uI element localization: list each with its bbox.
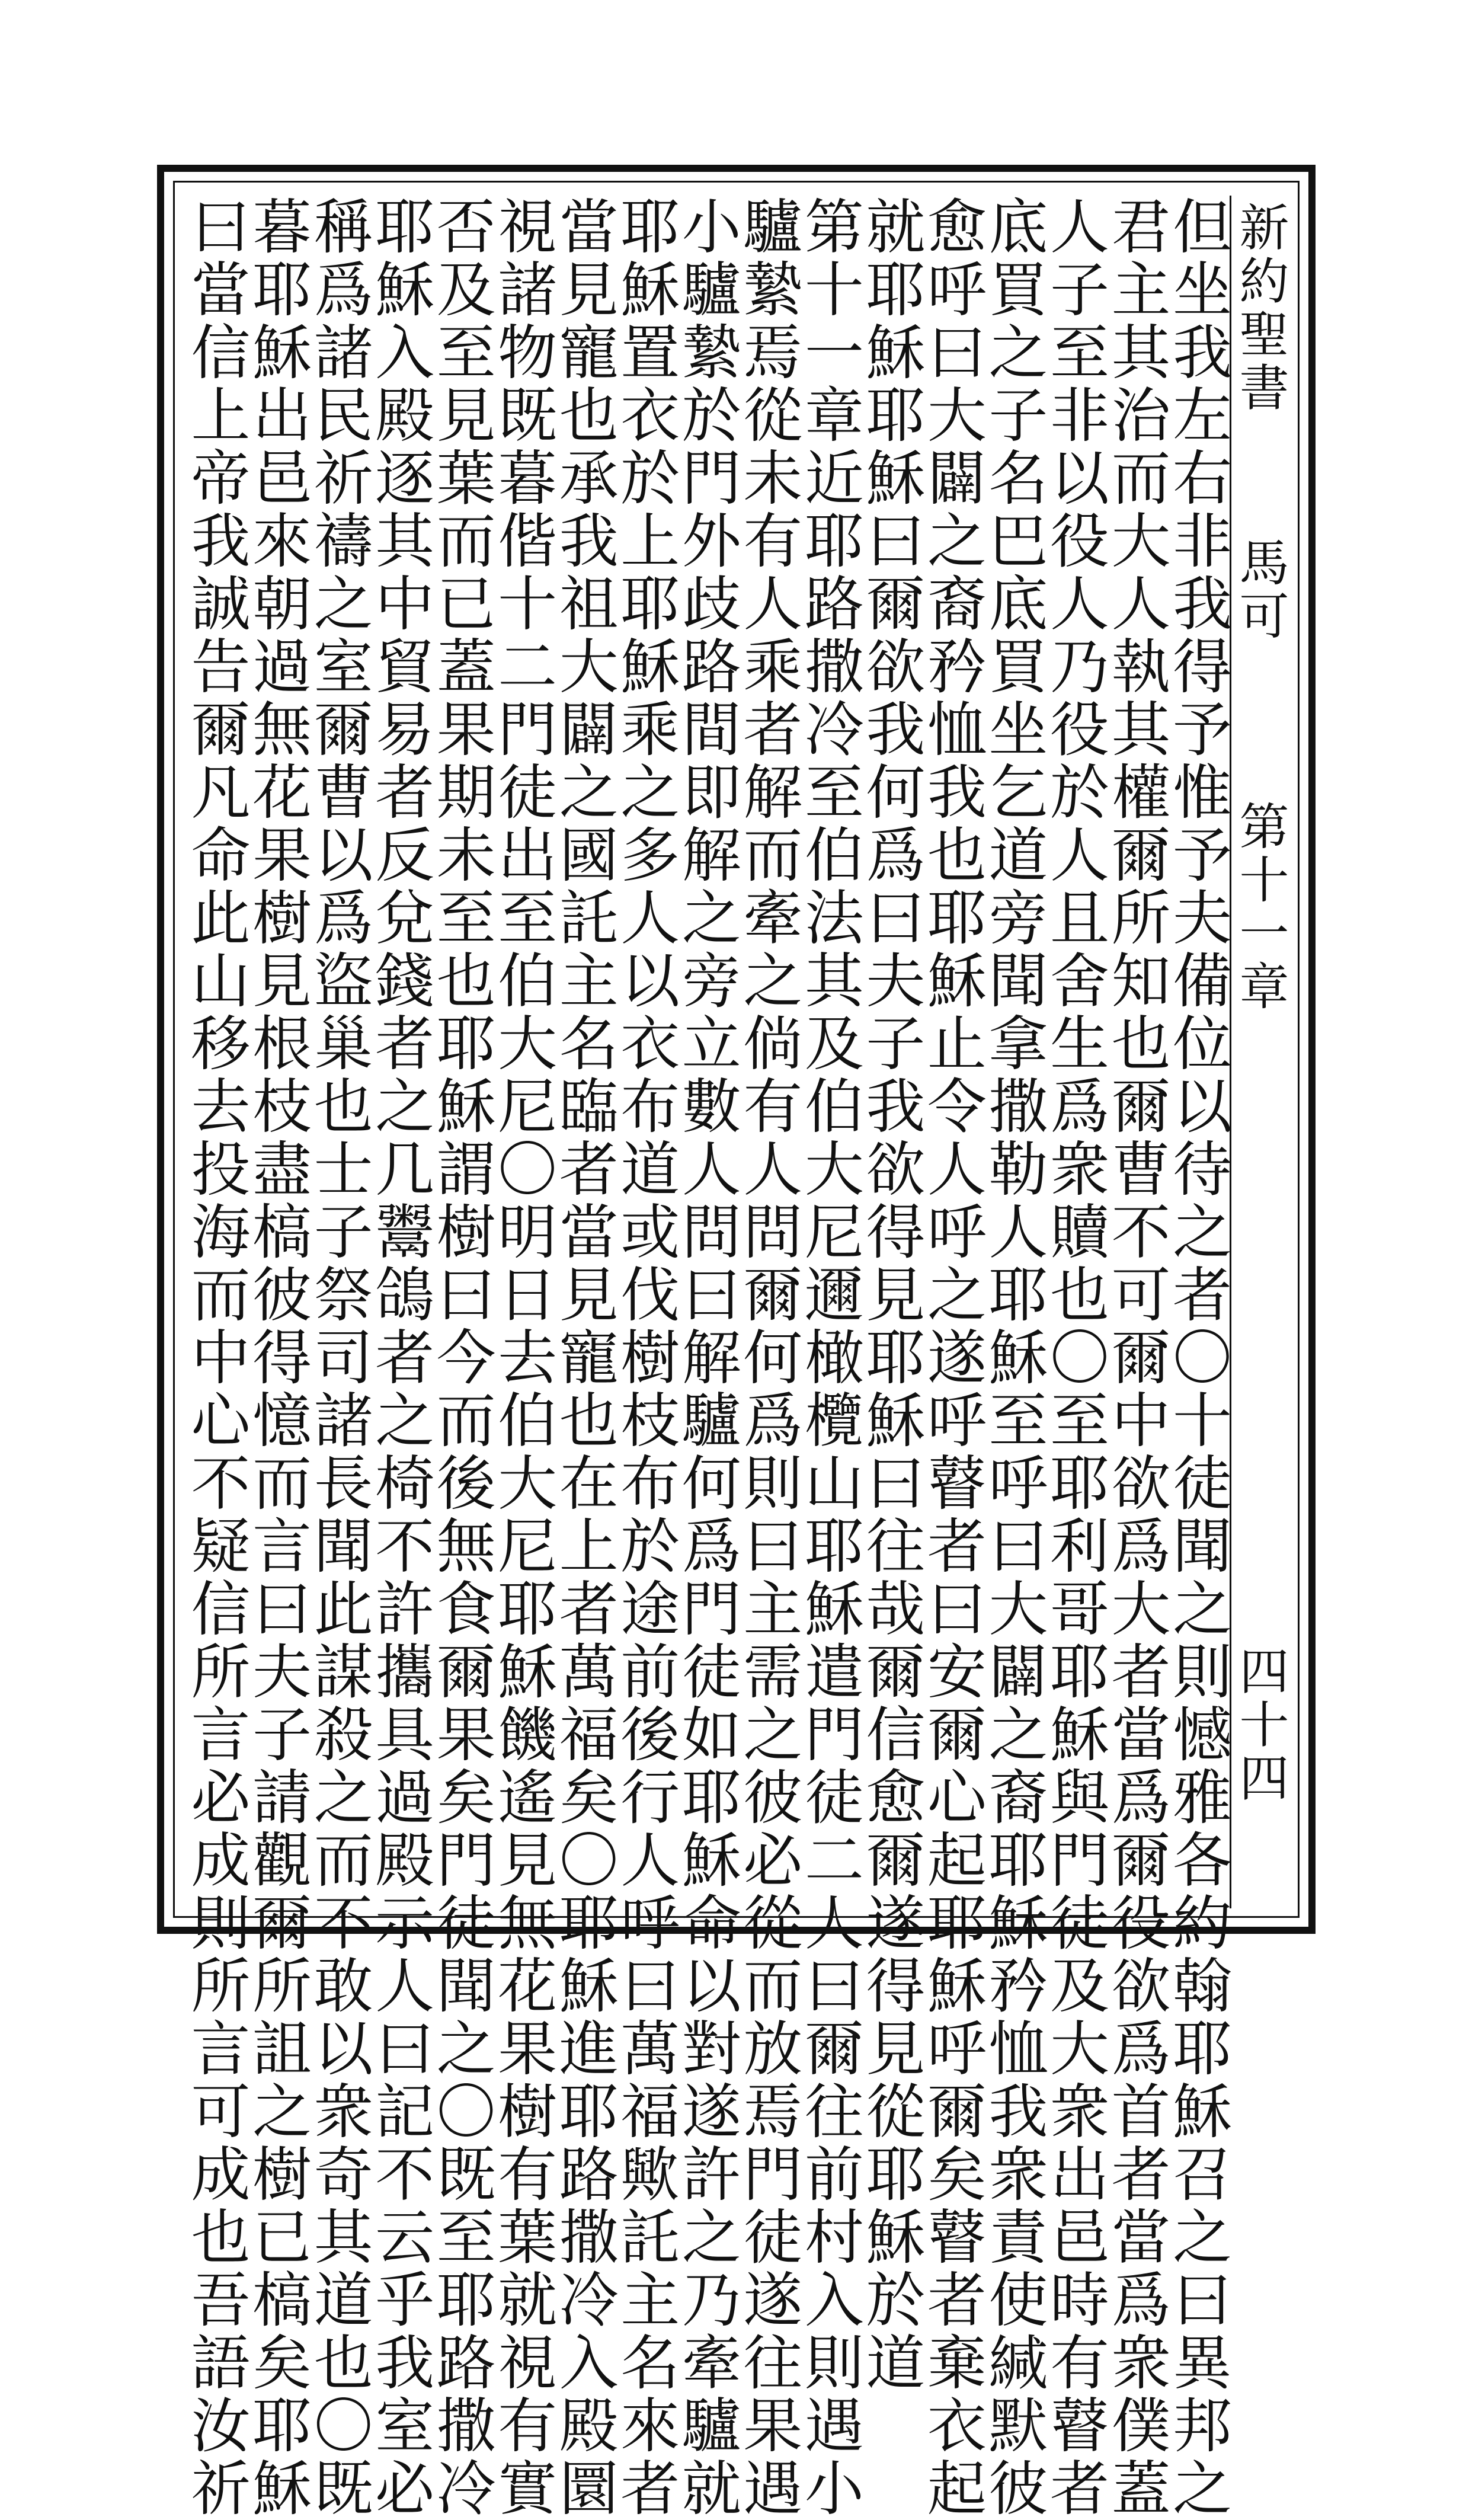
page-number: 四十四	[1231, 1645, 1289, 1806]
text-column: 驢縶焉從未有人乘者解而牽之倘有人問爾何爲則曰主需之彼必從而放焉門徒遂往果遇	[733, 196, 803, 2520]
text-column: 第十一章近耶路撒冷至伯法其及伯大尼邇橄欖山耶穌遣門徒二人曰爾往前村入則遇小	[794, 196, 864, 2520]
text-column: 曰當信上帝我誠告爾凡命此山移去投海而中心不疑信所言必成則所言可成也吾語汝祈	[181, 196, 251, 2520]
text-column: 否及至見葉而已蓋果期未至也耶穌謂樹曰今而後無食爾果矣門徒聞之〇既至耶路撒冷	[426, 196, 496, 2520]
text-column: 稱爲諸民祈禱之室爾曹以爲盜巢也士子祭司諸長聞此謀殺之而不敢以衆奇其道也〇既	[303, 196, 373, 2520]
body-text	[181, 196, 1232, 2520]
running-head	[1231, 202, 1297, 1806]
text-column: 愈呼曰大闢之裔矜恤我也耶穌止令人呼之遂呼瞽者曰安爾心起耶穌呼爾矣瞽者棄衣起	[917, 196, 987, 2520]
text-column: 耶穌入殿逐其中貿易者反兌錢者之几鬻鴿者之椅不許攜具過殿示人曰記不云乎我室必	[365, 196, 435, 2520]
text-column: 暮耶穌出邑來朝過無花果樹見根枝盡槁彼得憶而言曰夫子請觀爾所詛之樹已槁矣耶穌	[242, 196, 312, 2520]
text-column: 人子至非以役人乃役於人且舍生爲衆贖也〇至耶利哥耶穌與門徒及大衆出邑時有瞽者	[1039, 196, 1109, 2520]
book-section: 馬可	[1231, 536, 1289, 644]
text-column: 耶穌置衣於上耶穌乘之多人以衣布道或伐樹枝布於途前後行人呼曰萬福歟託主名來者	[610, 196, 680, 2520]
text-column: 但坐我左右非我得予惟予夫備位以待之者〇十徒聞之則憾雅各約翰耶穌召之曰異邦之	[1163, 196, 1232, 2520]
text-column: 視諸物既暮偕十二門徒出至伯大尼〇明日去伯大尼耶穌饑遙見無花果樹有葉就視有實	[488, 196, 558, 2520]
text-column: 當見寵也承我祖大闢之國託主名臨者當見寵也在上者萬福矣〇耶穌進耶路撒冷入殿圜	[549, 196, 619, 2520]
text-column: 就耶穌耶穌曰爾欲我何爲曰夫子我欲得見耶穌曰往哉爾信愈爾遂得見從耶穌於道	[856, 196, 926, 2394]
text-column: 君主其治而大人執其權爾所知也爾曹不可爾中欲爲大者當爲爾役欲爲首者當爲衆僕蓋	[1101, 196, 1171, 2520]
text-column: 底買之子名巴底買坐乞道旁聞拿撒勒人耶穌至呼曰大闢之裔耶穌矜恤我衆責使緘默彼	[978, 196, 1048, 2520]
chapter-heading: 第十一章	[1231, 800, 1289, 1014]
book-title: 新約聖書	[1231, 202, 1289, 415]
header-column	[1230, 196, 1301, 1908]
text-column: 小驢縶於門外歧路間即解之旁立數人問曰解驢何爲門徒如耶穌命以對遂許之乃牽驢就	[671, 196, 741, 2520]
